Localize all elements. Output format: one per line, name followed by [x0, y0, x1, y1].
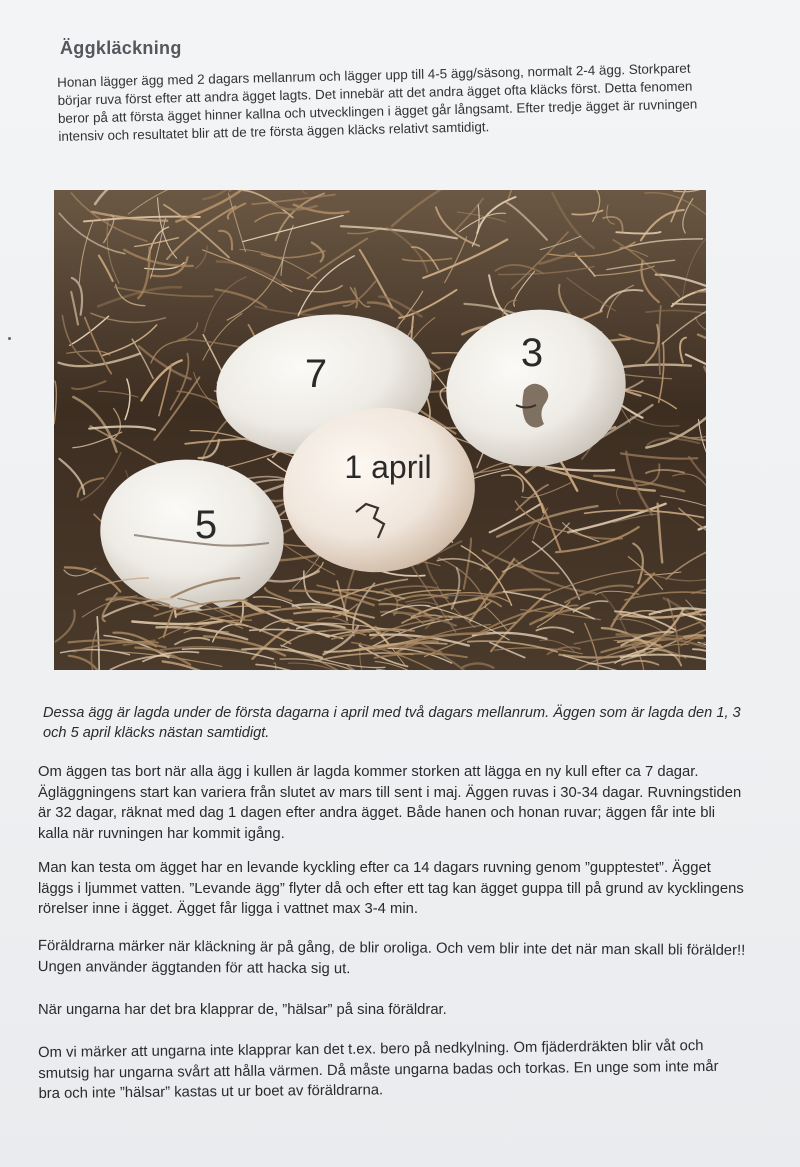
egg-3-label: 3: [520, 331, 544, 375]
paragraph-chicks-greeting: När ungarna har det bra klapprar de, ”hälsar” på sina föräldrar.: [38, 1002, 447, 1018]
paragraph-chick-care: Om vi märker att ungarna inte klapprar kan det t.ex. bero på nedkylning. Om fjäderdräkten blir våt och smutsig har ungarna svårt att hålla värmen. Då måste ungarna badas och torkas. En unge som inte mår bra och inte ”hälsar” kastas ut ur boet av föräldrarna.: [38, 1038, 719, 1102]
egg-5-label: 5: [194, 503, 218, 547]
egg-7-label: 7: [304, 352, 328, 396]
egg-1-april-label: 1 april: [344, 449, 432, 485]
paragraph-egg-laying: Om äggen tas bort när alla ägg i kullen är lagda kommer storken att lägga en ny kull efter ca 7 dagar. Ägläggningens start kan variera från slutet av mars till sent i maj. Äggen ruvas i 30-34 dagar. Ruvningstiden är 32 dagar, räknat med dag 1 dagen efter andra ägget. Både hanen och honan ruvar; äggen får inte bli kalla när ruvningen har kommit igång.: [38, 764, 742, 842]
paragraph-float-test: Man kan testa om ägget har en levande kyckling efter ca 14 dagars ruvning genom ”gupptestet”. Ägget läggs i ljummet vatten. ”Levande ägg” flyter då och efter ett tag kan ägget guppa till på grund av kycklingens rörelser inne i ägget. Ägget får ligga i vattnet max 3-4 min.: [38, 860, 744, 917]
paragraph-hatching: Föräldrarna märker när kläckning är på gång, de blir oroliga. Och vem blir inte det när man skall bli förälder!! Ungen använder äggtanden för att hacka sig ut.: [37, 937, 746, 977]
photo-caption: Dessa ägg är lagda under de första dagarna i april med två dagars mellanrum. Äggen som är lagda den 1, 3 och 5 april kläcks nästan samtidigt.: [43, 705, 741, 741]
speck-mark: [8, 337, 11, 340]
intro-paragraph: Honan lägger ägg med 2 dagars mellanrum och lägger upp till 4-5 ägg/säsong, normalt 2-4 ägg. Storkparet börjar ruva först efter att andra ägget lagts. Det innebär att det andra ägget ofta kläcks först. Detta fenomen beror på att första ägget hinner kallna och utvecklingen i ägget går långsamt. Efter tredje ägget är ruvningen intensiv och resultatet blir att de tre första äggen kläcks relativt samtidigt.: [57, 60, 698, 144]
egg-nest-photo: [54, 190, 706, 670]
page-title: Äggkläckning: [60, 38, 182, 58]
